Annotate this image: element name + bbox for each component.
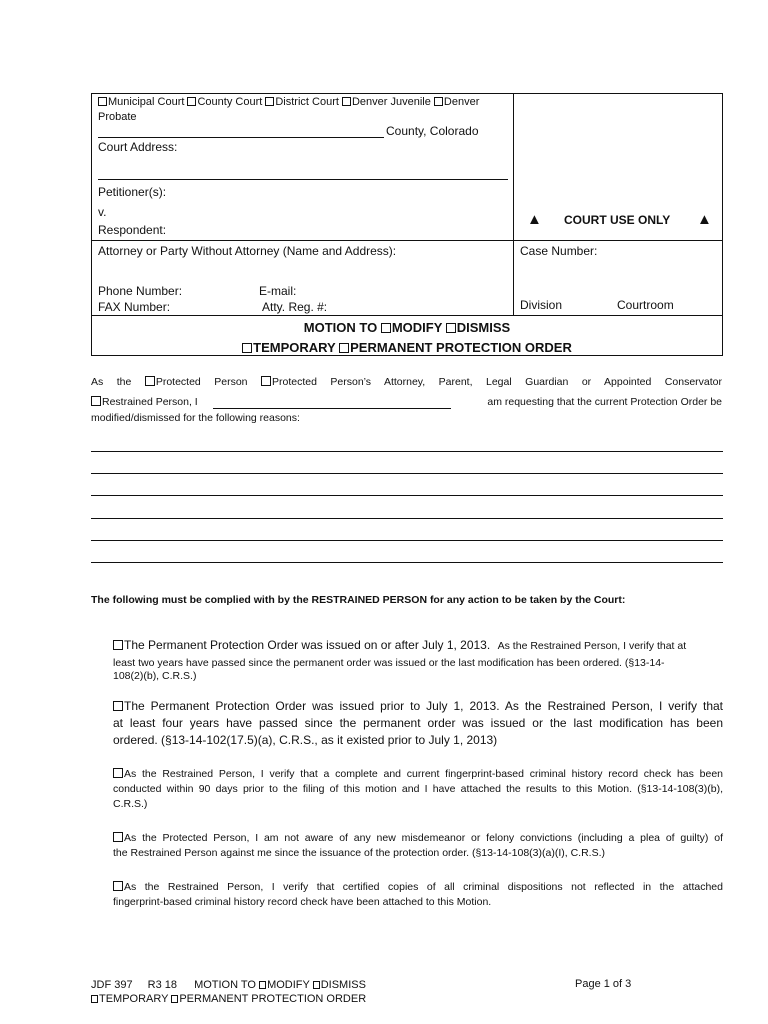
court-use-only-right-triangle: ▲: [697, 211, 712, 228]
intro-line-1: [91, 376, 722, 388]
item-5-line-1: [113, 880, 723, 895]
intro-protected-person-option: [145, 376, 248, 388]
item-3-line-1: [113, 767, 723, 782]
restrained-person-label: Restrained Person, I: [102, 396, 198, 408]
caption-row-divider-2: [91, 315, 723, 316]
footer-checkbox-temporary: [91, 995, 98, 1003]
court-use-only-left-triangle: ▲: [527, 211, 542, 228]
case-number-label: Case Number:: [520, 244, 598, 258]
footer-modify-label: MODIFY: [267, 979, 313, 991]
courtroom-label: Courtroom: [617, 298, 674, 312]
name-field[interactable]: [213, 408, 451, 409]
checkbox-district-court[interactable]: [265, 97, 274, 106]
respondent-label: Respondent:: [98, 223, 167, 237]
item-no-new-convictions: [113, 831, 723, 861]
county-suffix-label: County, Colorado: [386, 124, 479, 138]
item-4-line-1-text: As the Protected Person, I am not aware of any new misdemeanor or felony convictions (including a plea of guilty) of: [124, 832, 723, 844]
court-options: [98, 96, 508, 108]
item-2-line-2: at least four years have passed since the permanent order was issued or the last modification has been: [113, 716, 723, 730]
reason-line[interactable]: [91, 495, 723, 496]
footer-permanent-label: PERMANENT PROTECTION ORDER: [179, 993, 367, 1005]
item-5-line-1-text: As the Restrained Person, I verify that certified copies of all criminal dispositions not reflected in the attached: [124, 881, 723, 893]
caption-row-divider-1: [91, 240, 723, 241]
intro-reasons: modified/dismissed for the following reasons:: [91, 412, 300, 424]
reason-line[interactable]: [91, 473, 723, 474]
checkbox-denver-probate[interactable]: [434, 97, 443, 106]
item-1-rest: As the Restrained Person, I verify that at: [497, 640, 687, 652]
court-address-field[interactable]: [98, 179, 508, 180]
checkbox-county-court[interactable]: [187, 97, 196, 106]
division-label: Division: [520, 298, 563, 312]
item-certified-copies: [113, 880, 723, 910]
intro-requesting: am requesting that the current Protection Order be: [487, 396, 722, 408]
denver-probate-label: Denver: [443, 96, 480, 108]
checkbox-issued-after-2013[interactable]: [113, 640, 123, 650]
item-3-line-1-text: As the Restrained Person, I verify that a complete and current fingerprint-based criminal history record check has been: [124, 768, 723, 780]
checkbox-title-dismiss[interactable]: [446, 323, 456, 333]
document-title: [91, 319, 723, 357]
compliance-heading: The following must be complied with by the RESTRAINED PERSON for any action to be taken by the Court:: [91, 594, 626, 606]
court-use-only-label: COURT USE ONLY: [564, 213, 671, 227]
item-1-line-3: 108(2)(b), C.R.S.): [113, 670, 197, 682]
footer-page-number: Page 1 of 3: [575, 978, 632, 990]
checkbox-no-new-convictions[interactable]: [113, 832, 123, 842]
fax-label: FAX Number:: [98, 300, 171, 314]
checkbox-protected-attorney[interactable]: [261, 376, 271, 386]
footer-title-line-1: [194, 979, 366, 991]
atty-reg-label: Atty. Reg. #:: [262, 300, 328, 314]
item-5-line-2: fingerprint-based criminal history record check have been attached to this Motion.: [113, 896, 492, 908]
municipal-court-label: Municipal Court: [108, 96, 185, 108]
item-3-line-2: conducted within 90 days prior to the filing of this motion and I have attached the results to this Motion. (§13-14-108(3)(b),: [113, 783, 723, 795]
district-court-label: District Court: [275, 96, 339, 108]
item-permanent-after-2013: [113, 636, 723, 682]
versus-label: v.: [98, 205, 107, 219]
item-2-line-1: [113, 698, 723, 715]
footer-motion-to: MOTION TO: [194, 979, 260, 991]
footer-revision: R3 18: [147, 979, 177, 991]
item-1-line-1: [113, 636, 723, 654]
item-1-lead: The Permanent Protection Order was issued on or after July 1, 2013.: [124, 638, 491, 652]
footer-line-2: [91, 992, 723, 1006]
checkbox-title-temporary[interactable]: [242, 343, 252, 353]
item-permanent-before-2013: [113, 698, 723, 749]
phone-label: Phone Number:: [98, 284, 183, 298]
checkbox-certified-copies[interactable]: [113, 881, 123, 891]
footer-checkbox-permanent: [171, 995, 178, 1003]
petitioners-label: Petitioner(s):: [98, 185, 167, 199]
footer-form-id: JDF 397: [91, 979, 133, 991]
item-2-line-3: ordered. (§13-14-102(17.5)(a), C.R.S., as it existed prior to July 1, 2013): [113, 733, 498, 747]
court-address-label: Court Address:: [98, 140, 178, 154]
title-permanent-label: PERMANENT PROTECTION ORDER: [350, 340, 572, 355]
item-fingerprint-check: [113, 767, 723, 812]
checkbox-denver-juvenile[interactable]: [342, 97, 351, 106]
title-line-1: [91, 319, 723, 337]
denver-probate-wrap-label: Probate: [98, 111, 137, 123]
item-4-line-1: [113, 831, 723, 846]
intro-attorney-option: [261, 376, 722, 388]
title-dismiss-label: DISMISS: [456, 320, 511, 335]
denver-juvenile-label: Denver Juvenile: [351, 96, 431, 108]
checkbox-restrained-person[interactable]: [91, 396, 101, 406]
reason-line[interactable]: [91, 518, 723, 519]
title-temporary-label: TEMPORARY: [253, 340, 340, 355]
item-3-line-3: C.R.S.): [113, 798, 148, 810]
intro-as-the: As the: [91, 376, 132, 388]
attorney-label: Attorney or Party Without Attorney (Name and Address):: [98, 244, 397, 258]
caption-vertical-divider: [513, 93, 514, 315]
protected-person-label: Protected Person: [155, 376, 248, 388]
checkbox-protected-person[interactable]: [145, 376, 155, 386]
item-1-line-2: least two years have passed since the permanent order was issued or the last modification has been ordered. (§13-14-: [113, 657, 665, 669]
checkbox-fingerprint-check[interactable]: [113, 768, 123, 778]
protected-attorney-label: Protected Person’s Attorney, Parent, Legal Guardian or Appointed Conservator: [271, 376, 722, 388]
footer-checkbox-modify: [259, 981, 266, 989]
footer-checkbox-dismiss: [313, 981, 320, 989]
footer-dismiss-label: DISMISS: [320, 979, 366, 991]
item-2-line-1-text: The Permanent Protection Order was issued prior to July 1, 2013. As the Restrained Person, I verify that: [124, 699, 723, 713]
email-label: E-mail:: [259, 284, 297, 298]
county-court-label: County Court: [197, 96, 263, 108]
checkbox-issued-before-2013[interactable]: [113, 701, 123, 711]
checkbox-title-modify[interactable]: [381, 323, 391, 333]
reason-line[interactable]: [91, 540, 723, 541]
title-line-2: [91, 339, 723, 357]
title-modify-label: MODIFY: [391, 320, 446, 335]
checkbox-title-permanent[interactable]: [339, 343, 349, 353]
title-motion-to: MOTION TO: [303, 320, 381, 335]
county-name-field[interactable]: [98, 137, 384, 138]
reason-line[interactable]: [91, 562, 723, 563]
item-4-line-2: the Restrained Person against me since the issuance of the protection order. (§13-14-108(3)(a)(I), C.R.S.): [113, 847, 605, 859]
checkbox-municipal-court[interactable]: [98, 97, 107, 106]
reason-line[interactable]: [91, 451, 723, 452]
footer-temporary-label: TEMPORARY: [99, 993, 172, 1005]
